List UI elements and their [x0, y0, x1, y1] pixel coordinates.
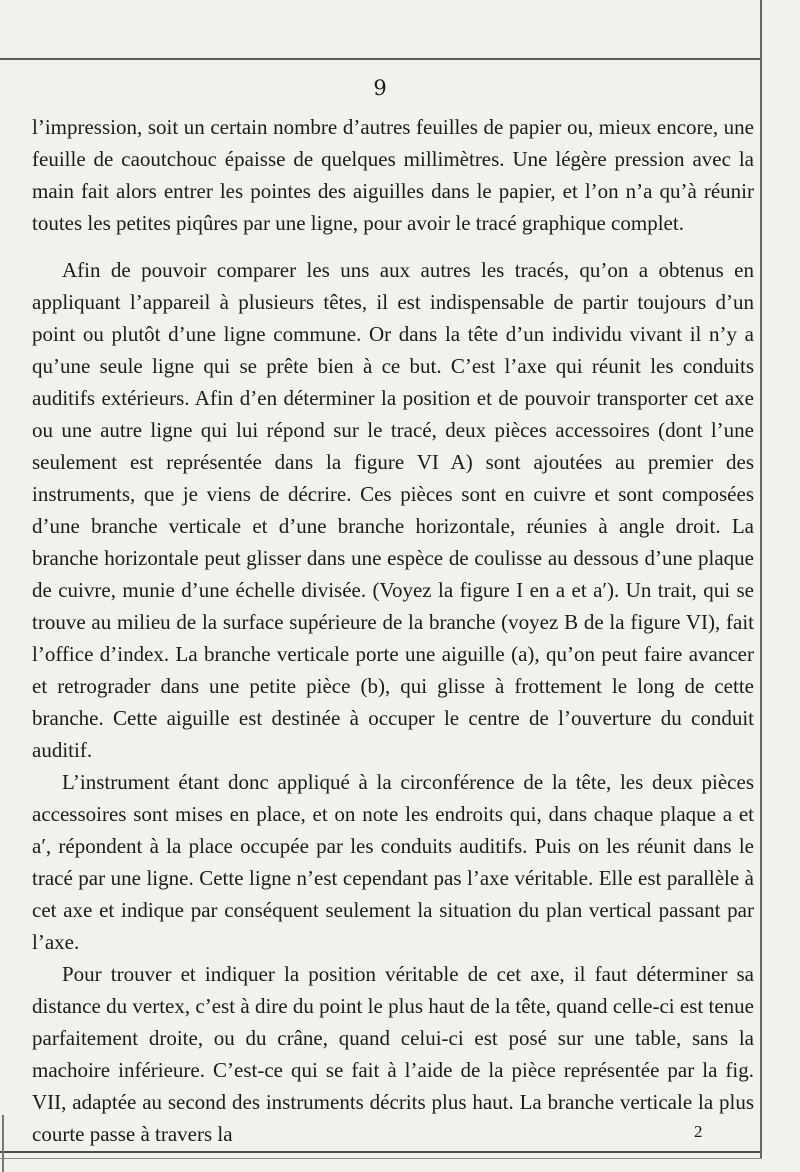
page-body [32, 111, 754, 1150]
page-number: 9 [373, 76, 387, 100]
paragraph: l’impression, soit un certain nombre d’autres feuilles de papier ou, mieux encore, une feuille de caoutchouc épaisse de quelques millimètres. Une légère pression avec la main fait alors entrer les pointes des aiguilles dans le papier, et l’on n’a qu’à réunir toutes les petites piqûres par une ligne, pour avoir le tracé graphique complet. [32, 115, 754, 235]
page-bottom-border-inner [0, 1158, 762, 1159]
page-right-border [760, 0, 762, 1158]
paragraph: L’instrument étant donc appliqué à la circonférence de la tête, les deux pièces accessoires sont mises en place, et on note les endroits qui, dans chaque plaque a et a′, répondent à la place occupée par les conduits auditifs. Puis on les réunit dans le tracé par une ligne. Cette ligne n’est cependant pas l’axe véritable. Elle est parallèle à cet axe et indique par conséquent seulement la situation du plan vertical passant par l’axe. [32, 770, 754, 954]
page-bottom-border [0, 1151, 760, 1153]
paragraph: Afin de pouvoir comparer les uns aux autres les tracés, qu’on a obtenus en appliquant l’appareil à plusieurs têtes, il est indispensable de partir toujours d’un point ou plutôt d’une ligne commune. Or dans la tête d’un individu vivant il n’y a qu’une seule ligne qui se prête bien à ce but. C’est l’axe qui réunit les conduits auditifs extérieurs. Afin d’en déterminer la position et de pouvoir transporter cet axe ou une autre ligne qui lui répond sur le tracé, deux pièces accessoires (dont l’une seulement est représentée dans la figure VI A) sont ajoutées au premier des instruments, que je viens de décrire. Ces pièces sont en cuivre et sont composées d’une branche verticale et d’une branche horizontale, réunies à angle droit. La branche horizontale peut glisser dans une espèce de coulisse au dessous d’une plaque de cuivre, munie d’une échelle divisée. (Voyez la figure I en a et a′). Un trait, qui se trouve au milieu de la surface supérieure de la branche (voyez B de la figure VI), fait l’office d’index. La branche verticale porte une aiguille (a), qu’on peut faire avancer et retrograder dans une petite pièce (b), qui glisse à frottement le long de cette branche. Cette aiguille est destinée à occuper le centre de l’ouverture du conduit auditif. [32, 258, 754, 762]
page-left-edge [2, 1115, 4, 1172]
page-top-border [0, 58, 762, 60]
signature-mark: 2 [694, 1122, 703, 1141]
paragraph: Pour trouver et indiquer la position véritable de cet axe, il faut déterminer sa distance du vertex, c’est à dire du point le plus haut de la tête, quand celle-ci est tenue parfaitement droite, ou du crâne, quand celui-ci est posé sur une table, sans la machoire inférieure. C’est-ce qui se fait à l’aide de la pièce représentée par la fig. VII, adaptée au second des instruments décrits plus haut. La branche verticale la plus courte passe à travers la [32, 962, 754, 1146]
